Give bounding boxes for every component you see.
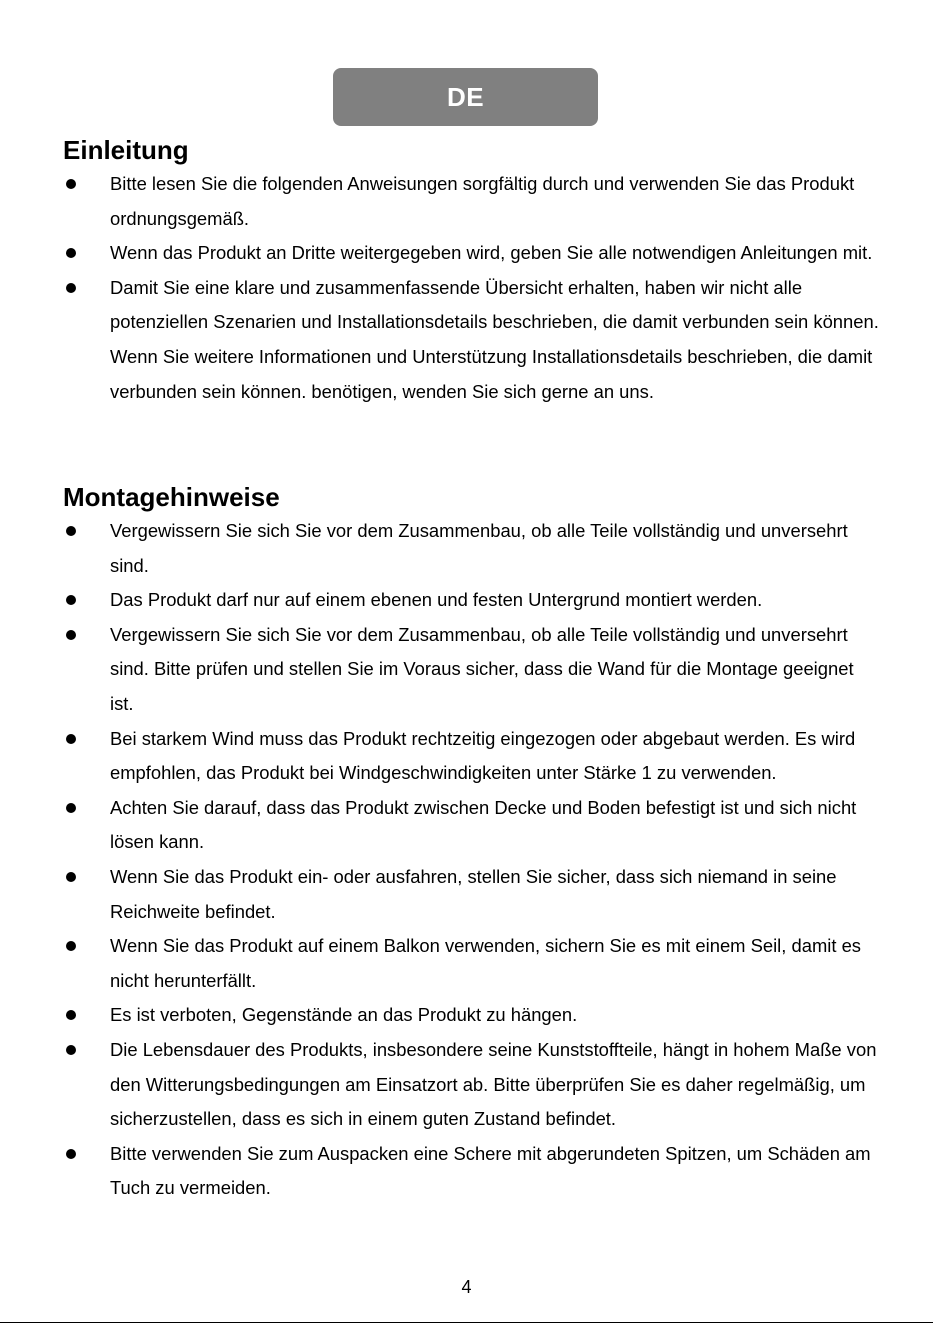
list-item-text: Achten Sie darauf, dass das Produkt zwischen Decke und Boden befestigt ist und sich nicht lösen kann. — [110, 796, 857, 853]
list-item-text: Vergewissern Sie sich Sie vor dem Zusammenbau, ob alle Teile vollständig und unversehrt sind. Bitte prüfen und stellen Sie im Voraus sicher, dass die Wand für die Montage geeignet ist. — [110, 623, 854, 714]
bullet-icon — [66, 1010, 76, 1020]
list-item — [60, 618, 880, 722]
list-item — [60, 1137, 880, 1206]
list-item-text: Das Produkt darf nur auf einem ebenen und festen Untergrund montiert werden. — [110, 589, 763, 611]
bullet-icon — [66, 248, 76, 258]
bottom-divider — [0, 1322, 933, 1323]
list-item-text: Bei starkem Wind muss das Produkt rechtzeitig eingezogen oder abgebaut werden. Es wird empfohlen, das Produkt bei Windgeschwindigkeiten unter Stärke 1 zu verwenden. — [110, 727, 856, 784]
montagehinweise-list — [60, 514, 880, 1206]
page-number: 4 — [461, 1277, 472, 1297]
bullet-icon — [66, 595, 76, 605]
section-heading-einleitung: Einleitung — [63, 135, 189, 165]
list-item — [60, 791, 880, 860]
list-item — [60, 583, 880, 618]
list-item-text: Wenn Sie das Produkt auf einem Balkon verwenden, sichern Sie es mit einem Seil, damit es nicht herunterfällt. — [110, 935, 861, 991]
list-item — [60, 929, 880, 998]
bullet-icon — [66, 526, 76, 536]
list-item — [60, 236, 880, 271]
bullet-icon — [66, 941, 76, 951]
bullet-icon — [66, 283, 76, 293]
list-item — [60, 514, 880, 583]
bullet-icon — [66, 179, 76, 189]
list-item-text: Vergewissern Sie sich Sie vor dem Zusammenbau, ob alle Teile vollständig und unversehrt sind. — [110, 520, 848, 576]
bullet-icon — [66, 872, 76, 882]
list-item-text: Bitte lesen Sie die folgenden Anweisungen sorgfältig durch und verwenden Sie das Produkt ordnungsgemäß. — [110, 173, 855, 229]
list-item-text: Damit Sie eine klare und zusammenfassende Übersicht erhalten, haben wir nicht alle potenziellen Szenarien und Installationsdetails beschrieben, die damit verbunden sein können. Wenn Sie weitere Informationen und Unterstützung Installationsdetails beschrieben, die damit verbunden sein können. benötigen, wenden Sie sich gerne an uns. — [110, 276, 879, 402]
list-item — [60, 167, 880, 236]
list-item — [60, 998, 880, 1033]
list-item-text: Bitte verwenden Sie zum Auspacken eine Schere mit abgerundeten Spitzen, um Schäden am Tuch zu vermeiden. — [110, 1142, 871, 1199]
list-item-text: Wenn das Produkt an Dritte weitergegeben wird, geben Sie alle notwendigen Anleitungen mit. — [110, 242, 873, 264]
section-heading-montagehinweise: Montagehinweise — [63, 482, 280, 512]
list-item-text: Wenn Sie das Produkt ein- oder ausfahren, stellen Sie sicher, dass sich niemand in seine Reichweite befindet. — [110, 865, 837, 922]
language-badge: DE — [333, 68, 598, 126]
list-item — [60, 722, 880, 791]
bullet-icon — [66, 1045, 76, 1055]
bullet-icon — [66, 803, 76, 813]
list-item — [60, 271, 880, 409]
bullet-icon — [66, 1149, 76, 1159]
bullet-icon — [66, 734, 76, 744]
list-item-text: Die Lebensdauer des Produkts, insbesondere seine Kunststoffteile, hängt in hohem Maße von den Witterungsbedingungen am Einsatzort ab. Bitte überprüfen Sie es daher regelmäßig, um sicherzustellen, dass es sich in einem guten Zustand befindet. — [110, 1038, 877, 1130]
list-item-text: Es ist verboten, Gegenstände an das Produkt zu hängen. — [110, 1004, 578, 1026]
list-item — [60, 1033, 880, 1137]
bullet-icon — [66, 630, 76, 640]
list-item — [60, 860, 880, 929]
einleitung-list — [60, 167, 880, 409]
